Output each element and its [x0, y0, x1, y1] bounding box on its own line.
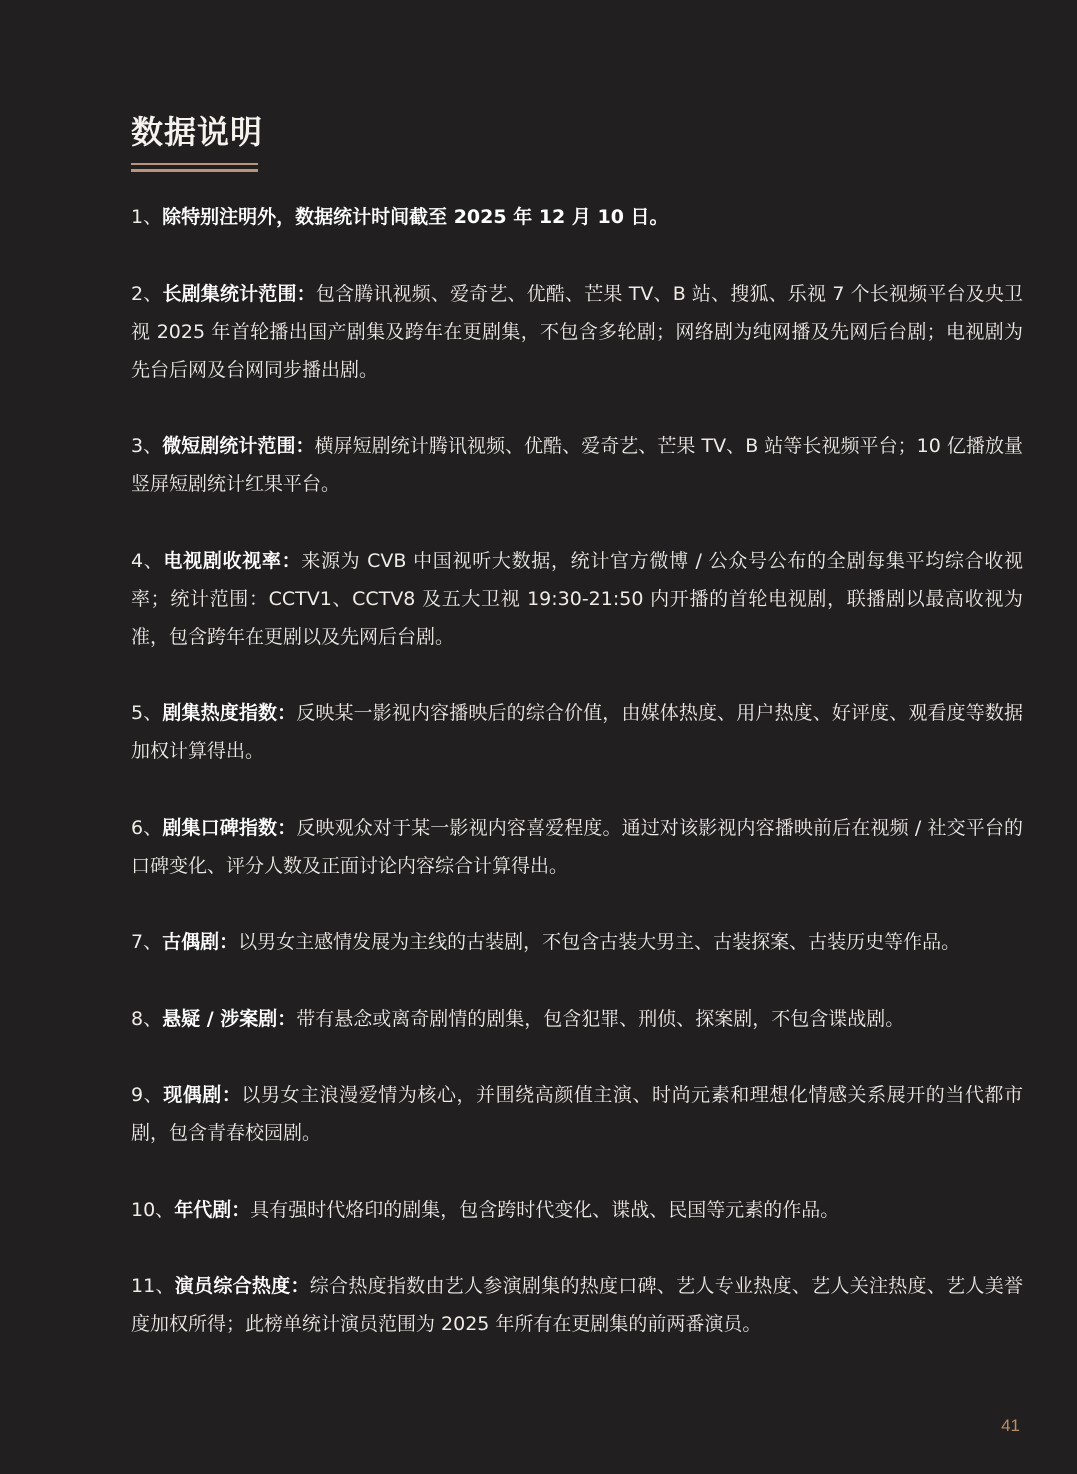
note-term: 古偶剧：	[162, 931, 239, 953]
note-text: 综合热度指数由艺人参演剧集的热度口碑、艺人专业热度、艺人关注热度、艺人美誉度加权所得；此榜单统计演员范围为 2025 年所有在更剧集的前两番演员。	[131, 1275, 1023, 1335]
note-number: 1、	[131, 206, 163, 228]
note-text: 以男女主感情发展为主线的古装剧，不包含古装大男主、古装探案、古装历史等作品。	[238, 931, 961, 953]
note-term: 现偶剧：	[163, 1084, 242, 1106]
note-11	[131, 1267, 1023, 1343]
note-5	[131, 694, 1023, 770]
note-text: 横屏短剧统计腾讯视频、优酷、爱奇艺、芒果 TV、B 站等长视频平台；10 亿播放量竖屏短剧统计红果平台。	[131, 435, 1024, 495]
note-7	[131, 923, 1023, 961]
page	[131, 0, 1023, 1474]
note-term: 演员综合热度：	[174, 1275, 310, 1297]
note-number: 9、	[131, 1084, 164, 1106]
note-text: 反映某一影视内容播映后的综合价值，由媒体热度、用户热度、好评度、观看度等数据加权计算得出。	[131, 702, 1023, 762]
note-number: 6、	[131, 817, 163, 839]
note-term: 年代剧：	[174, 1199, 251, 1221]
note-number: 3、	[131, 435, 163, 457]
note-10	[131, 1191, 1023, 1229]
note-term: 剧集热度指数：	[162, 702, 297, 724]
note-2	[131, 275, 1023, 389]
note-text: 包含腾讯视频、爱奇艺、优酷、芒果 TV、B 站、搜狐、乐视 7 个长视频平台及央卫视 2025 年首轮播出国产剧集及跨年在更剧集，不包含多轮剧；网络剧为纯网播及先网后台剧；电视剧为先台后网及台网同步播出剧。	[131, 283, 1023, 381]
note-term: 电视剧收视率：	[163, 550, 302, 572]
note-number: 8、	[131, 1008, 163, 1030]
note-number: 10、	[131, 1199, 175, 1221]
note-text: 以男女主浪漫爱情为核心，并围绕高颜值主演、时尚元素和理想化情感关系展开的当代都市剧，包含青春校园剧。	[131, 1084, 1023, 1144]
note-number: 11、	[131, 1275, 175, 1297]
note-term: 微短剧统计范围：	[162, 435, 315, 457]
note-9	[131, 1076, 1023, 1152]
note-term: 剧集口碑指数：	[162, 817, 297, 839]
title-underline	[131, 163, 258, 173]
note-6	[131, 809, 1023, 885]
note-number: 4、	[131, 550, 164, 572]
title-underline-thick	[131, 169, 258, 172]
note-term: 长剧集统计范围：	[162, 283, 316, 305]
note-3	[131, 427, 1023, 503]
page-number: 41	[1001, 1416, 1020, 1435]
note-text: 具有强时代烙印的剧集，包含跨时代变化、谍战、民国等元素的作品。	[250, 1199, 840, 1221]
note-number: 7、	[131, 931, 163, 953]
note-1	[131, 198, 1023, 236]
note-number: 5、	[131, 702, 163, 724]
note-text: 带有悬念或离奇剧情的剧集，包含犯罪、刑侦、探案剧，不包含谍战剧。	[296, 1008, 905, 1030]
note-term: 除特别注明外，数据统计时间截至 2025 年 12 月 10 日。	[162, 206, 669, 228]
note-8	[131, 1000, 1023, 1038]
title-underline-thin	[131, 163, 258, 165]
note-term: 悬疑 / 涉案剧：	[162, 1008, 297, 1030]
note-text: 来源为 CVB 中国视听大数据，统计官方微博 / 公众号公布的全剧每集平均综合收视率；统计范围：CCTV1、CCTV8 及五大卫视 19:30-21:50 内开播的首轮电视剧，联播剧以最高收视为准，包含跨年在更剧以及先网后台剧。	[131, 550, 1023, 648]
note-number: 2、	[131, 283, 163, 305]
page-title: 数据说明	[131, 113, 264, 151]
note-4	[131, 542, 1023, 656]
note-text: 反映观众对于某一影视内容喜爱程度。通过对该影视内容播映前后在视频 / 社交平台的口碑变化、评分人数及正面讨论内容综合计算得出。	[131, 817, 1024, 877]
